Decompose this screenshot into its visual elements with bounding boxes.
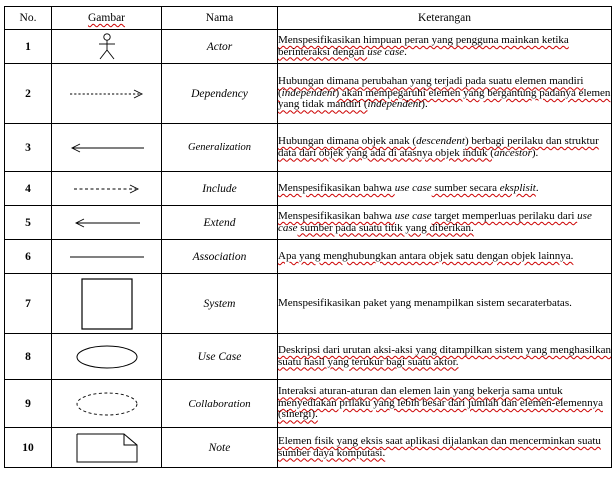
header-gambar: Gambar xyxy=(52,7,162,30)
table-row xyxy=(5,334,612,380)
table-row xyxy=(5,172,612,206)
uml-symbol-table xyxy=(4,6,612,468)
row-number: 3 xyxy=(5,124,52,172)
row-description: Apa yang menghubungkan antara objek satu dengan objek lainnya. xyxy=(278,240,612,274)
table-row xyxy=(5,380,612,428)
row-number: 7 xyxy=(5,274,52,334)
row-name: Association xyxy=(162,240,278,274)
row-name: Note xyxy=(162,428,278,468)
table-row xyxy=(5,124,612,172)
row-number: 10 xyxy=(5,428,52,468)
row-description: Menspesifikasikan bahwa use case target memperluas perilaku dari use case sumber pada suatu titik yang diberikan. xyxy=(278,206,612,240)
use-case-ellipse-icon xyxy=(75,344,139,370)
include-arrow-icon xyxy=(72,183,142,195)
row-number: 4 xyxy=(5,172,52,206)
generalization-arrow-icon xyxy=(68,142,146,154)
row-name: Dependency xyxy=(162,64,278,124)
row-description: Elemen fisik yang eksis saat aplikasi dijalankan dan mencerminkan suatu sumber daya komputasi. xyxy=(278,428,612,468)
row-description: Menspesifikasikan bahwa use case sumber secara eksplisit. xyxy=(278,172,612,206)
header-keterangan: Keterangan xyxy=(278,7,612,30)
row-number: 9 xyxy=(5,380,52,428)
row-name: Include xyxy=(162,172,278,206)
association-line-icon xyxy=(68,253,146,261)
row-number: 6 xyxy=(5,240,52,274)
dependency-arrow-icon xyxy=(68,88,146,100)
row-number: 1 xyxy=(5,30,52,64)
row-name: System xyxy=(162,274,278,334)
row-description: Hubungan dimana perubahan yang terjadi pada suatu elemen mandiri (independent) akan mempegaruhi elemen yang bergantung padanya elemen yang tidak mandiri (independent). xyxy=(278,64,612,124)
system-box-icon xyxy=(81,278,133,330)
note-icon xyxy=(76,433,138,463)
table-row xyxy=(5,206,612,240)
row-description: Deskripsi dari urutan aksi-aksi yang ditampilkan sistem yang menghasilkan suatu hasil yang terukur bagi suatu aktor. xyxy=(278,334,612,380)
row-description: Hubungan dimana objek anak (descendent) berbagi perilaku dan struktur data dari objek yang ada di atasnya objek induk (ancestor). xyxy=(278,124,612,172)
row-name: Use Case xyxy=(162,334,278,380)
actor-icon xyxy=(95,33,119,61)
row-name: Generalization xyxy=(162,124,278,172)
table-row xyxy=(5,274,612,334)
row-description: Interaksi aturan-aturan dan elemen lain yang bekerja sama untuk menyediakan prilaku yang lebih besar dari jumlah dan elemen-elemennya (sinergi). xyxy=(278,380,612,428)
header-no: No. xyxy=(5,7,52,30)
row-description: Menspesifikasikan himpuan peran yang pengguna mainkan ketika berinteraksi dengan use case. xyxy=(278,30,612,64)
row-name: Collaboration xyxy=(162,380,278,428)
header-row xyxy=(5,7,612,30)
row-description: Menspesifikasikan paket yang menampilkan sistem secaraterbatas. xyxy=(278,274,612,334)
table-row xyxy=(5,30,612,64)
row-name: Extend xyxy=(162,206,278,240)
table-row xyxy=(5,428,612,468)
row-number: 5 xyxy=(5,206,52,240)
row-number: 2 xyxy=(5,64,52,124)
row-number: 8 xyxy=(5,334,52,380)
table-row xyxy=(5,240,612,274)
header-nama: Nama xyxy=(162,7,278,30)
extend-arrow-icon xyxy=(72,217,142,229)
row-name: Actor xyxy=(162,30,278,64)
table-row xyxy=(5,64,612,124)
collaboration-ellipse-icon xyxy=(75,391,139,417)
